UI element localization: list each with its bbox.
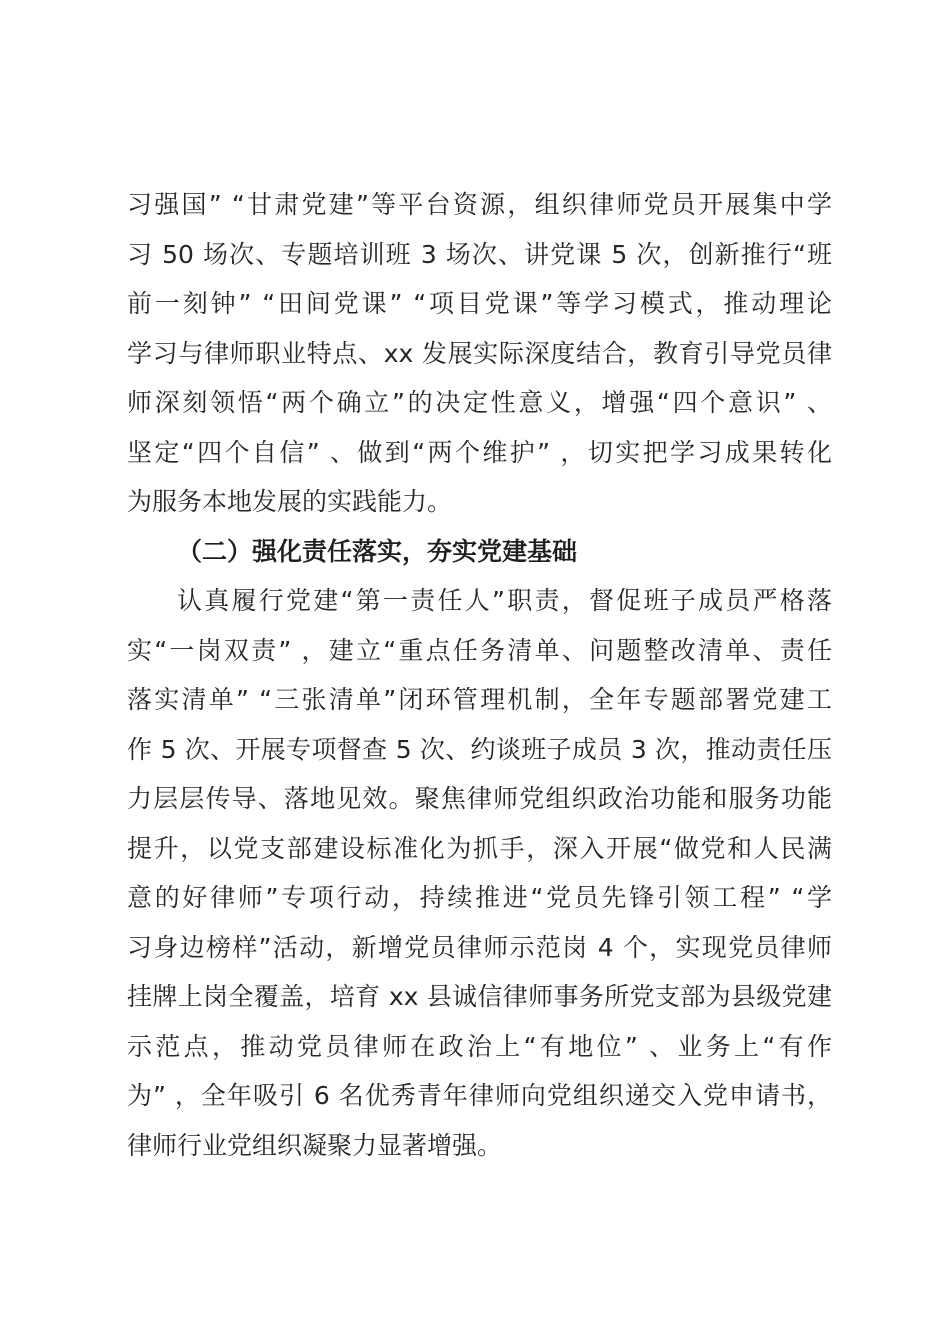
- text-line: 为服务本地发展的实践能力。: [127, 487, 453, 516]
- text-line: 前一刻钟” “田间党课” “项目党课”等学习模式，推动理论: [127, 289, 832, 318]
- text-line: 力层层传导、落地见效。聚焦律师党组织政治功能和服务功能: [127, 784, 832, 813]
- text-line: 习 50 场次、专题培训班 3 场次、讲党课 5 次，创新推行“班: [127, 240, 832, 269]
- text-line: 实“一岗双责” ，建立“重点任务清单、问题整改清单、责任: [127, 636, 832, 665]
- text-line: 师深刻领悟“两个确立”的决定性意义，增强“四个意识” 、: [127, 388, 832, 417]
- text-line: 意的好律师”专项行动，持续推进“党员先锋引领工程” “学: [127, 883, 832, 912]
- text-line: 习强国” “甘肃党建”等平台资源，组织律师党员开展集中学: [127, 190, 832, 219]
- text-line: 学习与律师职业特点、xx 发展实际深度结合，教育引导党员律: [127, 339, 832, 368]
- text-line: 作 5 次、开展专项督查 5 次、约谈班子成员 3 次，推动责任压: [127, 735, 832, 764]
- text-line: 挂牌上岗全覆盖，培育 xx 县诚信律师事务所党支部为县级党建: [127, 982, 832, 1011]
- text-line: 习身边榜样”活动，新增党员律师示范岗 4 个，实现党员律师: [127, 933, 832, 962]
- text-line: 提升，以党支部建设标准化为抓手，深入开展“做党和人民满: [127, 834, 832, 863]
- text-line: 落实清单” “三张清单”闭环管理机制，全年专题部署党建工: [127, 685, 832, 714]
- text-line: 认真履行党建“第一责任人”职责，督促班子成员严格落: [177, 586, 832, 615]
- text-line: 为” ，全年吸引 6 名优秀青年律师向党组织递交入党申请书，: [127, 1081, 832, 1110]
- section-heading: （二）强化责任落实，夯实党建基础: [177, 537, 578, 566]
- text-line: 律师行业党组织凝聚力显著增强。: [127, 1131, 503, 1160]
- text-line: 坚定“四个自信” 、做到“两个维护” ，切实把学习成果转化: [127, 438, 832, 467]
- text-line: 示范点，推动党员律师在政治上“有地位” 、业务上“有作: [127, 1032, 832, 1061]
